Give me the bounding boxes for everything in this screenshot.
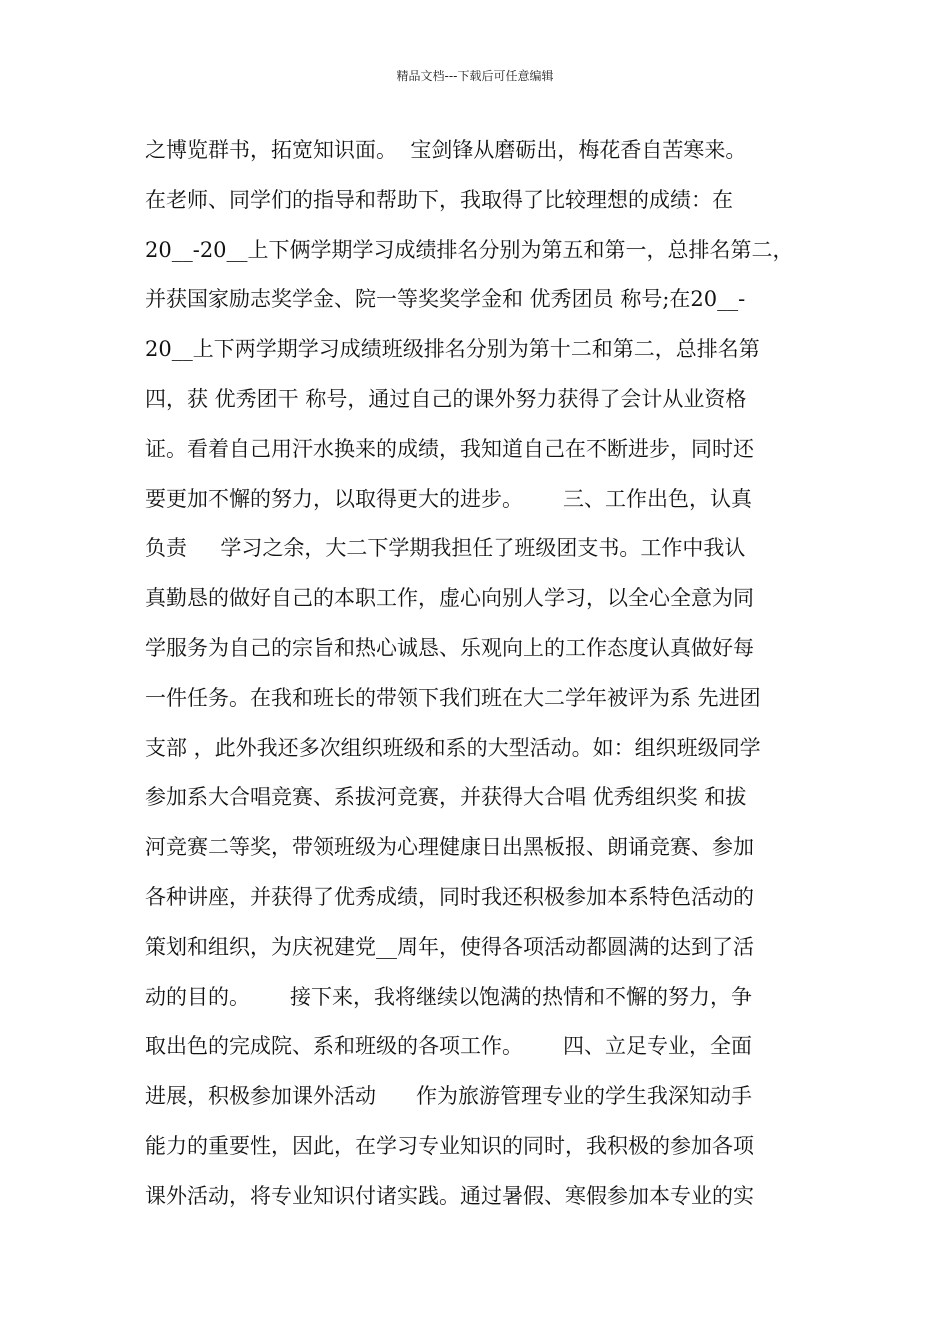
- text-line: 证。看着自己用汗水换来的成绩，我知道自己在不断进步，同时还: [145, 436, 754, 461]
- text-line: 支部 ，此外我还多次组织班级和系的大型活动。如：组织班级同学: [145, 735, 761, 760]
- text-line: 取出色的完成院、系和班级的各项工作。 四、立足专业，全面: [145, 1034, 753, 1059]
- text-line: 20__-20__上下俩学期学习成绩排名分别为第五和第一，总排名第二，: [145, 237, 794, 262]
- text-line: 四，获 优秀团干 称号，通过自己的课外努力获得了会计从业资格: [145, 386, 747, 411]
- text-line: 动的目的。 接下来，我将继续以饱满的热情和不懈的努力，争: [145, 984, 753, 1009]
- text-line: 并获国家励志奖学金、院一等奖奖学金和 优秀团员 称号;在20__-: [145, 287, 746, 312]
- text-line: 策划和组织，为庆祝建党__周年，使得各项活动都圆满的达到了活: [145, 934, 754, 959]
- text-line: 各种讲座，并获得了优秀成绩，同时我还积极参加本系特色活动的: [145, 884, 754, 909]
- page-header: 精品文档---下载后可任意编辑: [396, 69, 554, 83]
- text-line: 能力的重要性，因此，在学习专业知识的同时，我积极的参加各项: [145, 1133, 754, 1158]
- document-body: [145, 126, 845, 1222]
- text-line: 20__上下两学期学习成绩班级排名分别为第十二和第二，总排名第: [145, 337, 760, 362]
- text-line: 真勤恳的做好自己的本职工作，虚心向别人学习，以全心全意为同: [145, 586, 754, 611]
- text-line: 学服务为自己的宗旨和热心诚恳、乐观向上的工作态度认真做好每: [145, 635, 754, 660]
- text-line: 一件任务。在我和班长的带领下我们班在大二学年被评为系 先进团: [145, 685, 761, 710]
- text-line: 参加系大合唱竞赛、系拔河竞赛，并获得大合唱 优秀组织奖 和拔: [145, 785, 747, 810]
- text-line: 河竞赛二等奖，带领班级为心理健康日出黑板报、朗诵竞赛、参加: [145, 835, 754, 860]
- text-line: 之博览群书，拓宽知识面。 宝剑锋从磨砺出，梅花香自苦寒来。: [145, 138, 747, 162]
- text-line: 负责 学习之余，大二下学期我担任了班级团支书。工作中我认: [145, 536, 746, 561]
- text-line: 进展，积极参加课外活动 作为旅游管理专业的学生我深知动手: [145, 1084, 753, 1109]
- text-line: 在老师、同学们的指导和帮助下，我取得了比较理想的成绩：在: [145, 187, 733, 212]
- text-line: 要更加不懈的努力，以取得更大的进步。 三、工作出色，认真: [145, 486, 753, 511]
- text-line: 课外活动，将专业知识付诸实践。通过暑假、寒假参加本专业的实: [145, 1183, 754, 1208]
